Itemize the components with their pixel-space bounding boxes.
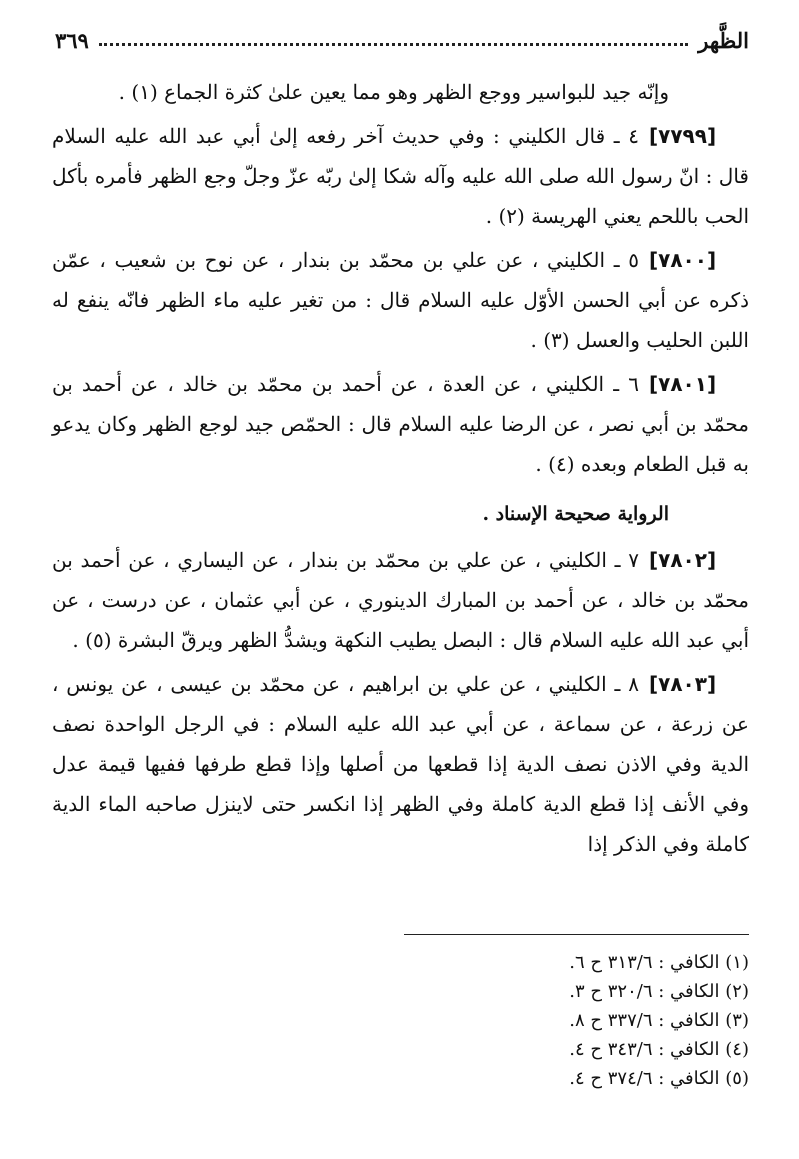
footnote: (٤) الكافي : ٣٤٣/٦ ح ٤.: [569, 1039, 749, 1060]
section-heading: الرواية صحيحة الإسناد .: [482, 503, 669, 525]
header-leader-dots: [99, 43, 688, 46]
entry-7801: [52, 364, 749, 484]
running-header: [55, 20, 749, 60]
header-title: الظَّهر: [698, 27, 749, 53]
entry-number: [٧٨٠٣]: [649, 672, 717, 696]
entry-number: [٧٨٠١]: [649, 372, 717, 396]
entry-text: ٥ ـ الكليني ، عن علي بن محمّد بن بندار ، عن نوح بن شعيب ، عمّن ذكره عن أبي الحسن الأوّل عليه السلام قال : من تغير عليه ماء الظهر فانّه ينفع له اللبن الحليب والعسل (٣) .: [52, 248, 749, 352]
entry-text: ٦ ـ الكليني ، عن العدة ، عن أحمد بن محمّد بن خالد ، عن أحمد بن محمّد بن أبي نصر ، عن الرضا عليه السلام قال : الحمّص جيد لوجع الظهر وكان يدعو به قبل الطعام وبعده (٤) .: [52, 372, 749, 476]
intro-paragraph: وإنّه جيد للبواسير ووجع الظهر وهو مما يعين علىٰ كثرة الجماع (١) .: [118, 80, 669, 104]
entry-number: [٧٨٠٢]: [649, 548, 717, 572]
footnote-divider: [404, 934, 749, 935]
entry-number: [٧٧٩٩]: [649, 124, 717, 148]
footnote: (١) الكافي : ٣١٣/٦ ح ٦.: [569, 952, 749, 973]
entry-7803: [52, 664, 749, 864]
footnote: (٢) الكافي : ٣٢٠/٦ ح ٣.: [569, 981, 749, 1002]
entry-text: ٤ ـ قال الكليني : وفي حديث آخر رفعه إلىٰ أبي عبد الله عليه السلام قال : انّ رسول الله صلى الله عليه وآله شكا إلىٰ ربّه عزّ وجلّ وجع الظهر فأمره بأكل الحب باللحم يعني الهريسة (٢) .: [52, 124, 749, 228]
entry-text: ٨ ـ الكليني ، عن علي بن ابراهيم ، عن محمّد بن عيسى ، عن يونس ، عن زرعة ، عن سماعة ، عن أبي عبد الله عليه السلام : في الرجل الواحدة نصف الدية وفي الاذن نصف الدية إذا قطعها من أصلها وإذا قطع طرفها ففيها قيمة عدل وفي الأنف إذا قطع الدية كاملة وفي الظهر إذا انكسر حتى لاينزل صاحبه الماء الدية كاملة وفي الذكر إذا: [52, 672, 749, 856]
entry-text: ٧ ـ الكليني ، عن علي بن محمّد بن بندار ، عن اليساري ، عن أحمد بن محمّد بن خالد ، عن أحمد بن المبارك الدينوري ، عن أبي عثمان ، عن درست ، عن أبي عبد الله عليه السلام قال : البصل يطيب النكهة ويشدُّ الظهر ويرقّ البشرة (٥) .: [52, 548, 749, 652]
entry-number: [٧٨٠٠]: [649, 248, 717, 272]
entry-7800: [52, 240, 749, 360]
page-number: ٣٦٩: [55, 27, 89, 53]
entry-7799: [52, 116, 749, 236]
footnote: (٥) الكافي : ٣٧٤/٦ ح ٤.: [569, 1068, 749, 1089]
main-text: [52, 72, 749, 868]
entry-7802: [52, 540, 749, 660]
footnote: (٣) الكافي : ٣٣٧/٦ ح ٨.: [569, 1010, 749, 1031]
footnotes: [349, 948, 749, 1093]
